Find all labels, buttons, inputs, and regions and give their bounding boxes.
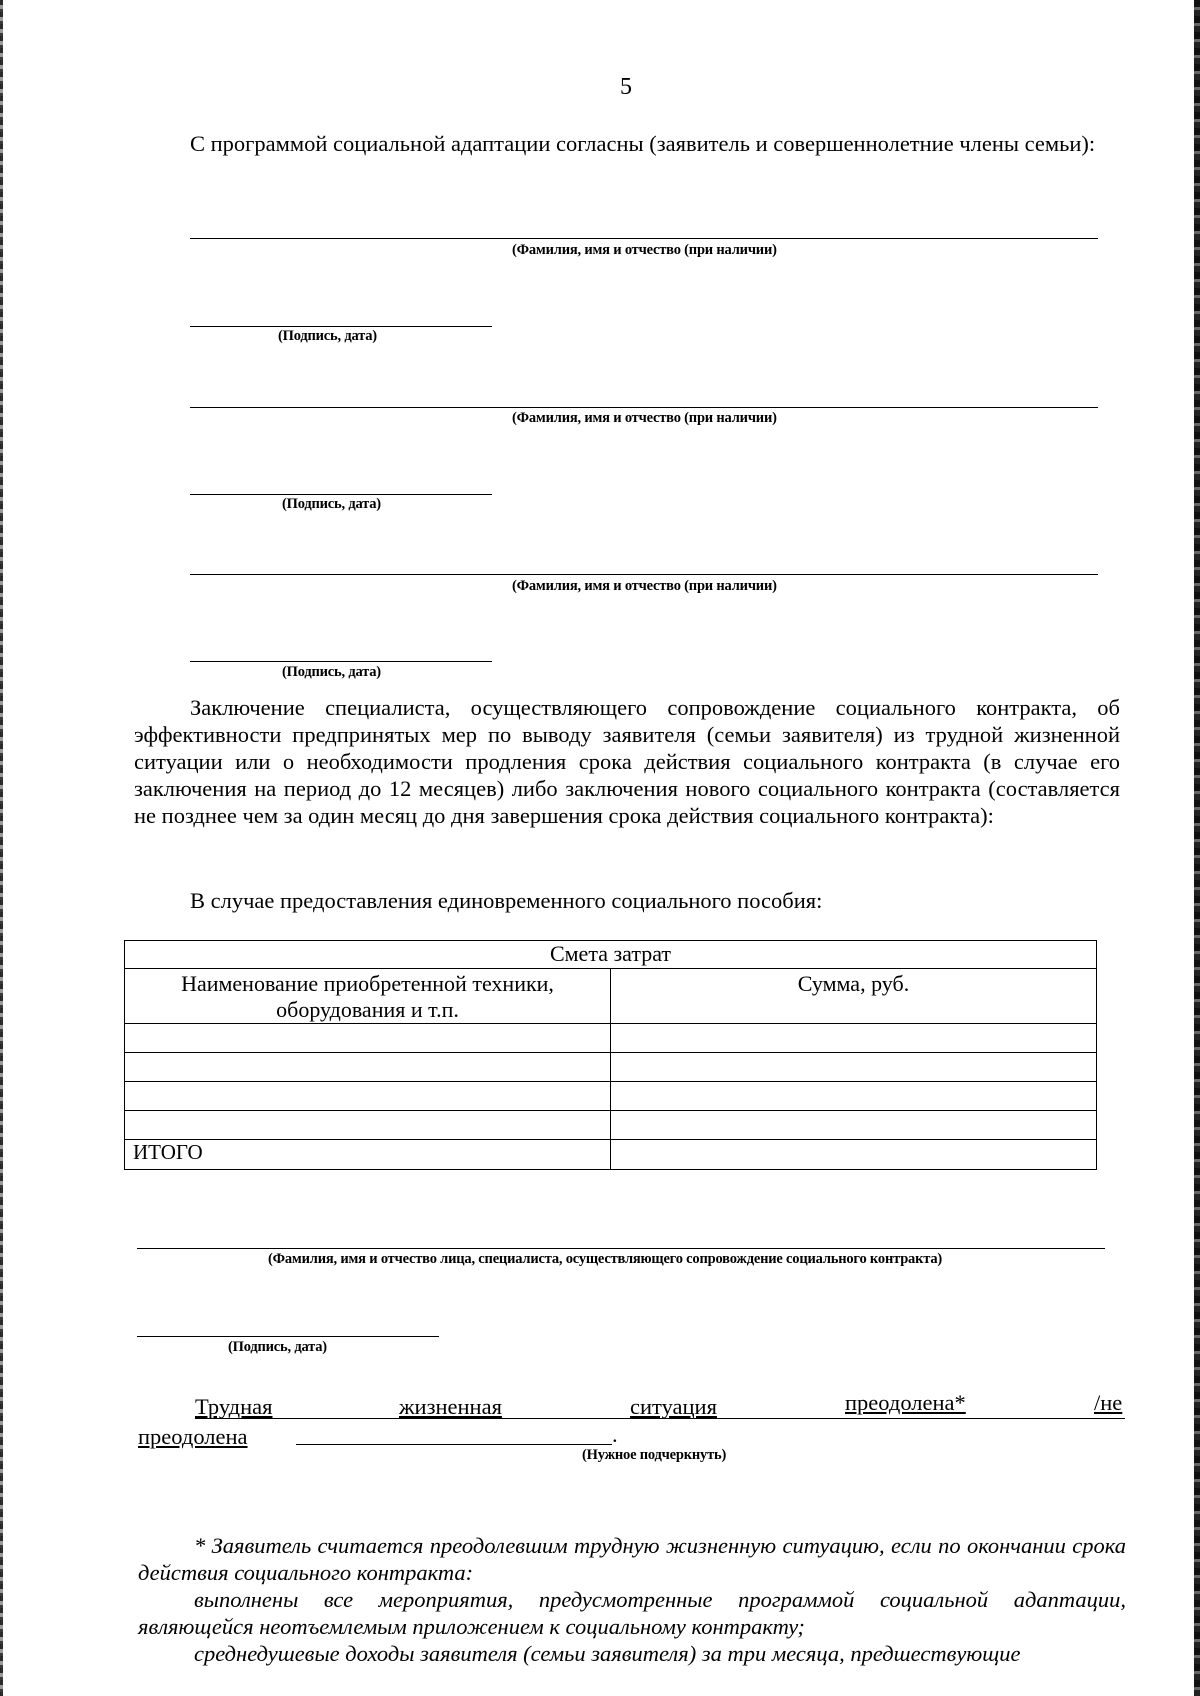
- name-caption-2: (Фамилия, имя и отчество (при наличии): [512, 410, 777, 426]
- table-row: [125, 1082, 1097, 1111]
- table-cell: [611, 1024, 1097, 1053]
- situation-blank-line: [296, 1444, 612, 1445]
- table-cell: [125, 1053, 611, 1082]
- scan-edge-left: [0, 0, 3, 1696]
- situation-word-6: преодолена: [138, 1424, 248, 1449]
- table-cell: [611, 1111, 1097, 1140]
- sign-caption-3: (Подпись, дата): [282, 664, 381, 680]
- name-caption-1: (Фамилия, имя и отчество (при наличии): [512, 242, 777, 258]
- scan-edge-right: [1194, 0, 1200, 1696]
- cost-estimate-table: [124, 940, 1097, 1170]
- specialist-sign-line: [137, 1336, 439, 1337]
- col-header-sum: Сумма, руб.: [611, 969, 1097, 1024]
- situation-word-3: ситуация: [630, 1394, 717, 1419]
- situation-underline: [195, 1418, 1125, 1419]
- specialist-name-line: [137, 1248, 1105, 1249]
- page-number: 5: [620, 74, 632, 100]
- name-line-3: [190, 574, 1098, 575]
- name-line-1: [190, 238, 1098, 239]
- specialist-sign-caption: (Подпись, дата): [228, 1339, 327, 1355]
- situation-dot: .: [612, 1422, 618, 1447]
- name-caption-3: (Фамилия, имя и отчество (при наличии): [512, 578, 777, 594]
- situation-word-4: преодолена*: [845, 1390, 966, 1415]
- total-label: ИТОГО: [125, 1140, 611, 1170]
- sign-line-3: [190, 661, 492, 662]
- table-cell: [125, 1024, 611, 1053]
- sign-caption-2: (Подпись, дата): [282, 496, 381, 512]
- table-row: [125, 1111, 1097, 1140]
- total-value: [611, 1140, 1097, 1170]
- name-line-2: [190, 407, 1098, 408]
- lump-sum-paragraph: В случае предоставления единовременного социального пособия:: [190, 888, 823, 913]
- situation-word-5: /не: [1094, 1390, 1123, 1415]
- sign-caption-1: (Подпись, дата): [278, 328, 377, 344]
- sign-line-1: [190, 326, 492, 327]
- table-row: [125, 1053, 1097, 1082]
- table-title: Смета затрат: [125, 941, 1097, 969]
- footnote-line-3: среднедушевые доходы заявителя (семьи заявителя) за три месяца, предшествующие: [194, 1641, 1021, 1666]
- table-cell: [611, 1082, 1097, 1111]
- situation-word-2: жизненная: [399, 1394, 502, 1419]
- conclusion-paragraph: Заключение специалиста, осуществляющего сопровождение социального контракта, об эффективности предпринятых мер по выводу заявителя (семьи заявителя) из трудной жизненной ситуации или о необходимости продления срока действия социального контракта (в случае его заключения на период до 12 месяцев) либо заключения нового социального контракта (составляется не позднее чем за один месяц до дня завершения срока действия социального контракта):: [134, 695, 1120, 828]
- footnote: [138, 1532, 1126, 1667]
- footnote-line-2: выполнены все мероприятия, предусмотренные программой социальной адаптации, являющейся неотъемлемым приложением к социальному контракту;: [138, 1587, 1126, 1639]
- footnote-line-1: * Заявитель считается преодолевшим трудную жизненную ситуацию, если по окончании срока действия социального контракта:: [138, 1533, 1126, 1585]
- table-cell: [125, 1082, 611, 1111]
- situation-word-1: Трудная: [195, 1394, 273, 1419]
- col-header-name: Наименование приобретенной техники, оборудования и т.п.: [125, 969, 611, 1024]
- table-cell: [125, 1111, 611, 1140]
- specialist-name-caption: (Фамилия, имя и отчество лица, специалиста, осуществляющего сопровождение социального контракта): [268, 1251, 943, 1267]
- table-cell: [611, 1053, 1097, 1082]
- sign-line-2: [190, 494, 492, 495]
- agree-paragraph: С программой социальной адаптации согласны (заявитель и совершеннолетние члены семьи):: [190, 131, 1096, 156]
- table-row: [125, 1024, 1097, 1053]
- table-row-total: [125, 1140, 1097, 1170]
- choose-caption: (Нужное подчеркнуть): [582, 1447, 727, 1463]
